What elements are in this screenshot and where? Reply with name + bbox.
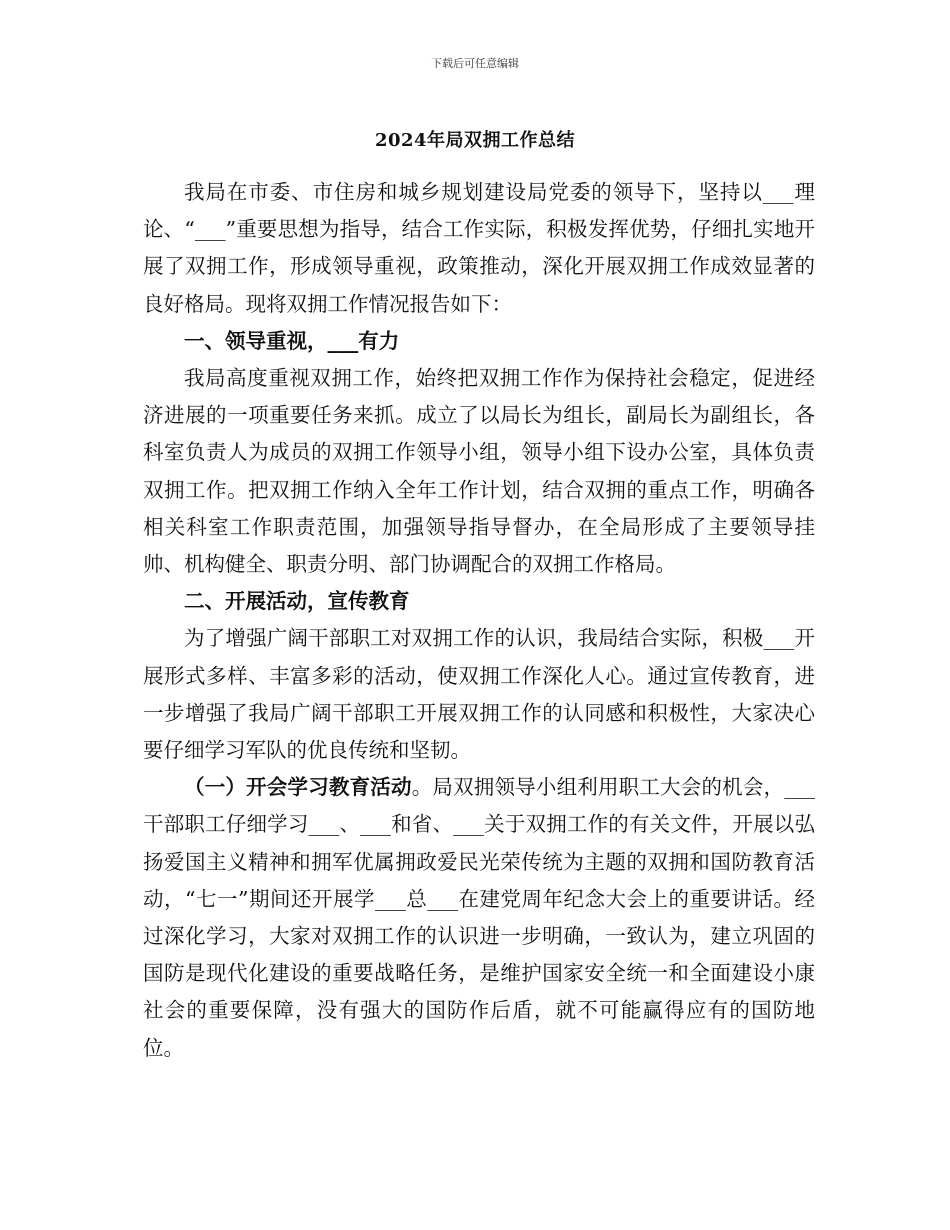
subsection-1-text: 。局双拥领导小组利用职工大会的机会，___干部职工仔细学习___、___和省、___关于双拥工作的有关文件，开展以弘扬爱国主义精神和拥军优属拥政爱民光荣传统为主题的双拥和国防教育活动，“七一”期间还开展学___总___在建党周年纪念大会上的重要讲话。经过深化学习，大家对双拥工作的认识进一步明确，一致认为，建立巩固的国防是现代化建设的重要战略任务，是维护国家安全统一和全面建设小康社会的重要保障，没有强大的国防作后盾，就不可能赢得应有的国防地位。 bbox=[143, 775, 816, 1060]
header-note: 下载后可任意编辑 bbox=[431, 57, 519, 70]
section-2-paragraph: 为了增强广阔干部职工对双拥工作的认识，我局结合实际，积极___开展形式多样、丰富多彩的活动，使双拥工作深化人心。通过宣传教育，进一步增强了我局广阔干部职工开展双拥工作的认同感和积极性，大家决心要仔细学习军队的优良传统和坚韧。 bbox=[143, 626, 815, 763]
subsection-1-paragraph bbox=[143, 769, 815, 1067]
section-1-paragraph: 我局高度重视双拥工作，始终把双拥工作作为保持社会稳定，促进经济进展的一项重要任务来抓。成立了以局长为组长，副局长为副组长，各科室负责人为成员的双拥工作领导小组，领导小组下设办公室，具体负责双拥工作。把双拥工作纳入全年工作计划，结合双拥的重点工作，明确各相关科室工作职责范围，加强领导指导督办，在全局形成了主要领导挂帅、机构健全、职责分明、部门协调配合的双拥工作格局。 bbox=[143, 366, 815, 577]
document-body bbox=[143, 174, 815, 1067]
intro-paragraph: 我局在市委、市住房和城乡规划建设局党委的领导下，坚持以___理论、“___”重要思想为指导，结合工作实际，积极发挥优势，仔细扎实地开展了双拥工作，形成领导重视，政策推动，深化开展双拥工作成效显著的良好格局。现将双拥工作情况报告如下： bbox=[143, 180, 815, 316]
subsection-1-lead: （一）开会学习教育活动 bbox=[184, 775, 412, 800]
page-title: 2024年局双拥工作总结 bbox=[374, 130, 576, 151]
section-heading-1: 一、领导重视，___有力 bbox=[184, 328, 400, 353]
section-heading-2: 二、开展活动，宣传教育 bbox=[184, 589, 410, 614]
